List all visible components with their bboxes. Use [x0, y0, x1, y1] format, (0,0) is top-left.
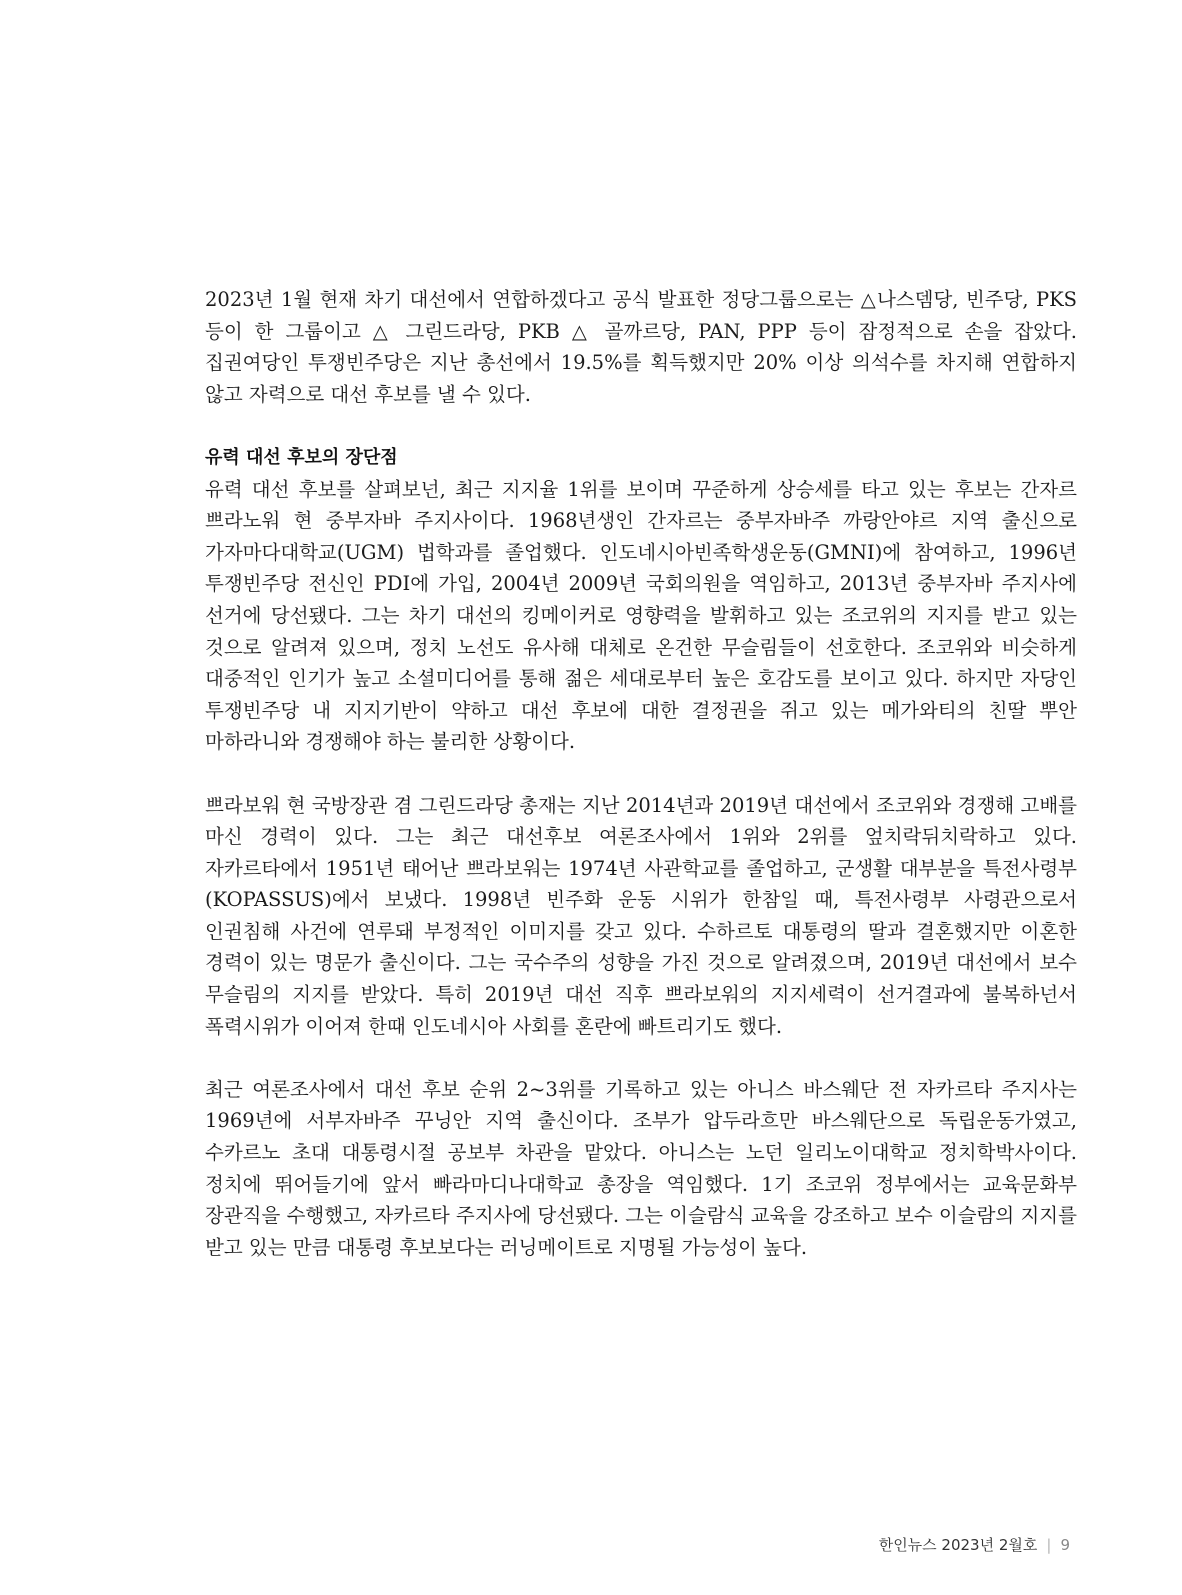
paragraph-prabowo: 쁘라보워 현 국방장관 겸 그린드라당 총재는 지난 2014년과 2019년 대선에서 조코위와 경쟁해 고배를 마신 경력이 있다. 그는 최근 대선후보 여론조사에서 1위와 2위를 엎치락뒤치락하고 있다. 자카르타에서 1951년 태어난 쁘라보워는 1974년 사관학교를 졸업하고, 군생활 대부분을 특전사령부(KOPASSUS)에서 보냈다. 1998년 빈주화 운동 시위가 한참일 때, 특전사령부 사령관으로서 인권침해 사건에 연루돼 부정적인 이미지를 갖고 있다. 수하르토 대통령의 딸과 결혼했지만 이혼한 경력이 있는 명문가 출신이다. 그는 국수주의 성향을 가진 것으로 알려졌으며, 2019년 대선에서 보수 무슬림의 지지를 받았다. 특히 2019년 대선 직후 쁘라보워의 지지세력이 선거결과에 불복하넌서 폭력시위가 이어져 한때 인도네시아 사회를 혼란에 빠트리기도 했다. — [205, 793, 1077, 1038]
page-number: 9 — [1060, 1536, 1070, 1554]
footer-separator: | — [1046, 1536, 1052, 1554]
paragraph-spacer — [205, 758, 1077, 790]
paragraph-anies-baswedan: 최근 여론조사에서 대선 후보 순위 2~3위를 기록하고 있는 아니스 바스웨단 전 자카르타 주지사는 1969년에 서부자바주 꾸닝안 지역 출신이다. 조부가 압두라흐만 바스웨단으로 독립운동가였고, 수카르노 초대 대통령시절 공보부 차관을 맡았다. 아니스는 노던 일리노이대학교 정치학박사이다. 정치에 뛰어들기에 앞서 빠라마디나대학교 총장을 역임했다. 1기 조코위 정부에서는 교육문화부 장관직을 수행했고, 자카르타 주지사에 당선됐다. 그는 이슬람식 교육을 강조하고 보수 이슬람의 지지를 받고 있는 만큼 대통령 후보보다는 러닝메이트로 지명될 가능성이 높다. — [205, 1077, 1077, 1259]
section-heading: 유력 대선 후보의 장단점 — [205, 446, 398, 468]
publication-name: 한인뉴스 2023년 2월호 — [878, 1536, 1038, 1554]
paragraph-party-coalitions: 2023년 1월 현재 차기 대선에서 연합하겠다고 공식 발표한 정당그룹으로는 △나스뎀당, 빈주당, PKS 등이 한 그룹이고 △ 그린드라당, PKB △ 골까르당, PAN, PPP 등이 잠정적으로 손을 잡았다. 집권여당인 투쟁빈주당은 지난 총선에서 19.5%를 획득했지만 20% 이상 의석수를 차지해 연합하지 않고 자력으로 대선 후보를 낼 수 있다. — [205, 288, 1077, 406]
paragraph-ganjar-pranowo: 유력 대선 후보를 살펴보넌, 최근 지지율 1위를 보이며 꾸준하게 상승세를 타고 있는 후보는 간자르 쁘라노워 현 중부자바 주지사이다. 1968년생인 간자르는 중부자바주 까랑안야르 지역 출신으로 가자마다대학교(UGM) 법학과를 졸업했다. 인도네시아빈족학생운동(GMNI)에 참여하고, 1996년 투쟁빈주당 전신인 PDI에 가입, 2004년 2009년 국회의원을 역임하고, 2013년 중부자바 주지사에 선거에 당선됐다. 그는 차기 대선의 킹메이커로 영향력을 발휘하고 있는 조코위의 지지를 받고 있는 것으로 알려져 있으며, 정치 노선도 유사해 대체로 온건한 무슬림들이 선호한다. 조코위와 비슷하게 대중적인 인기가 높고 소셜미디어를 통해 젊은 세대로부터 높은 호감도를 보이고 있다. 하지만 자당인 투쟁빈주당 내 지지기반이 약하고 대선 후보에 대한 결정권을 쥐고 있는 메가와티의 친딸 뿌안 마하라니와 경쟁해야 하는 불리한 상황이다. — [205, 477, 1077, 754]
paragraph-spacer — [205, 1042, 1077, 1074]
article-body — [205, 284, 1077, 1263]
page-footer — [879, 1535, 1070, 1555]
paragraph-spacer — [205, 410, 1077, 442]
